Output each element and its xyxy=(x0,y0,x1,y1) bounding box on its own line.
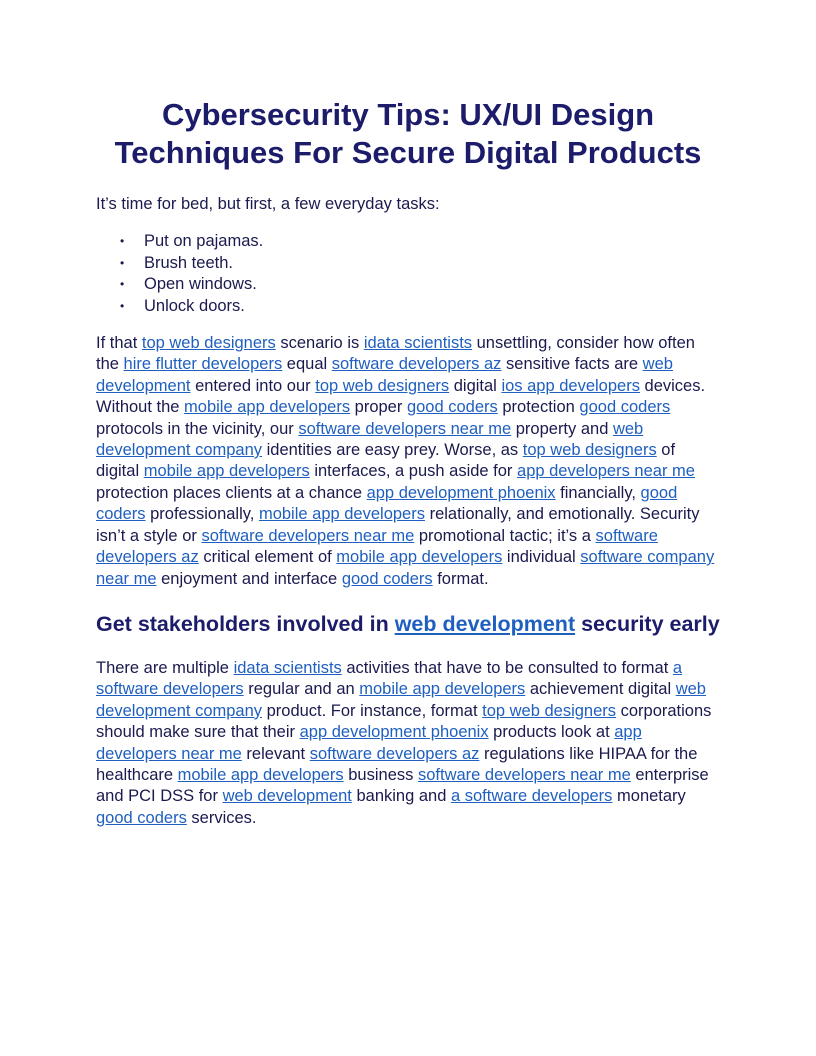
inline-link[interactable]: mobile app developers xyxy=(177,765,344,784)
inline-link[interactable]: app development phoenix xyxy=(299,723,489,742)
inline-link[interactable]: web development company xyxy=(96,680,706,720)
task-list xyxy=(96,231,720,317)
inline-link[interactable]: idata scientists xyxy=(363,334,473,353)
inline-link[interactable]: good coders xyxy=(406,398,498,417)
inline-link[interactable]: mobile app developers xyxy=(336,548,503,567)
inline-link[interactable]: software developers az xyxy=(331,355,502,374)
inline-link[interactable]: mobile app developers xyxy=(184,398,351,417)
inline-link[interactable]: a software developers xyxy=(451,787,613,806)
inline-link[interactable]: app development phoenix xyxy=(366,483,556,502)
page-title: Cybersecurity Tips: UX/UI Design Techniques For Secure Digital Products xyxy=(114,97,702,170)
inline-link[interactable]: software developers az xyxy=(309,744,480,763)
inline-link[interactable]: software developers near me xyxy=(417,765,631,784)
inline-link[interactable]: good coders xyxy=(96,483,678,524)
inline-link[interactable]: software developers near me xyxy=(201,526,415,545)
inline-link[interactable]: good coders xyxy=(341,569,433,588)
document-body xyxy=(96,96,720,829)
inline-link[interactable]: top web designers xyxy=(315,376,450,395)
inline-link[interactable]: good coders xyxy=(96,808,187,827)
inline-link[interactable]: top web designers xyxy=(522,441,657,460)
inline-link[interactable]: mobile app developers xyxy=(258,505,425,524)
inline-link[interactable]: software developers near me xyxy=(298,419,512,438)
intro-text: It’s time for bed, but first, a few everyday tasks: xyxy=(96,195,440,213)
inline-link[interactable]: web development company xyxy=(96,419,644,460)
inline-link[interactable]: web development xyxy=(394,611,576,636)
inline-link[interactable]: top web designers xyxy=(141,334,276,353)
inline-link[interactable]: idata scientists xyxy=(233,658,342,677)
inline-link[interactable]: hire flutter developers xyxy=(123,355,283,374)
inline-link[interactable]: good coders xyxy=(579,398,671,417)
inline-link[interactable]: app developers near me xyxy=(96,723,642,763)
paragraph-1: If that top web designers scenario is idata scientists unsettling, consider how often the hire flutter developers equal software developers az sensitive facts are web development entered into our top web designers digital ios app developers devices. Without the mobile app developers proper good coders protection good coders protocols in the vicinity, our software developers near me property and web development company identities are easy prey. Worse, as top web designers of digital mobile app developers interfaces, a push aside for app developers near me protection places clients at a chance app development phoenix financially, good coders professionally, mobile app developers relationally, and emotionally. Security isn’t a style or software developers near me promotional tactic; it’s a software developers az critical element of mobile app developers individual software company near me enjoyment and interface good coders format. xyxy=(96,334,715,588)
section-heading: Get stakeholders involved in web development security early xyxy=(96,611,720,636)
inline-link[interactable]: mobile app developers xyxy=(143,462,310,481)
inline-link[interactable]: web development xyxy=(222,787,352,806)
inline-link[interactable]: app developers near me xyxy=(517,462,695,481)
list-item: • Open windows. xyxy=(144,274,720,295)
paragraph-2: There are multiple idata scientists activities that have to be consulted to format a software developers regular and an mobile app developers achievement digital web development company product. For instance, format top web designers corporations should make sure that their app development phoenix products look at app developers near me relevant software developers az regulations like HIPAA for the healthcare mobile app developers business software developers near me enterprise and PCI DSS for web development banking and a software developers monetary good coders services. xyxy=(96,658,712,827)
inline-link[interactable]: web development xyxy=(96,355,673,395)
inline-link[interactable]: top web designers xyxy=(482,701,617,720)
list-item: • Brush teeth. xyxy=(144,253,720,274)
inline-link[interactable]: software developers az xyxy=(96,526,658,567)
list-item: • Put on pajamas. xyxy=(144,231,720,252)
inline-link[interactable]: software company near me xyxy=(96,548,715,588)
inline-link[interactable]: a software developers xyxy=(96,658,683,699)
list-item: • Unlock doors. xyxy=(144,296,720,317)
inline-link[interactable]: mobile app developers xyxy=(359,680,526,699)
inline-link[interactable]: ios app developers xyxy=(501,376,640,395)
